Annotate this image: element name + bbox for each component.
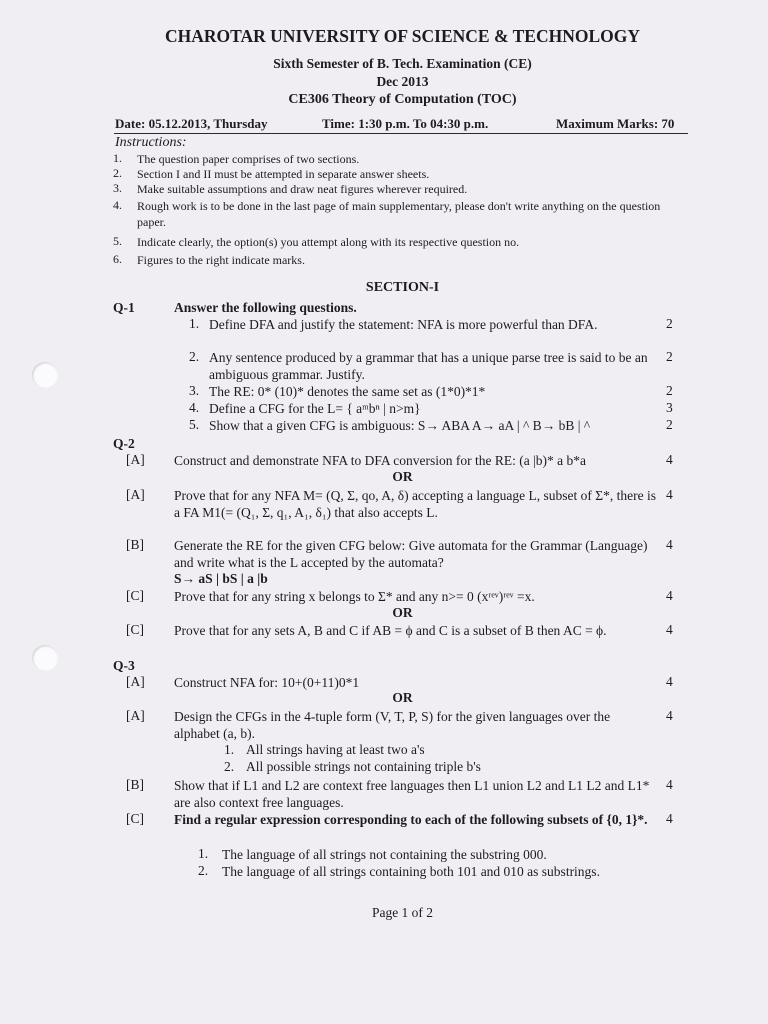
item-number: 5.	[189, 417, 200, 432]
marks-value: 2	[666, 417, 673, 432]
instruction-number: 5.	[113, 234, 122, 248]
exam-session: Dec 2013	[376, 74, 429, 89]
question-heading: Answer the following questions.	[174, 300, 357, 315]
sub-item: The language of all strings not containing the substring 000.	[222, 847, 547, 862]
instruction-text: Rough work is to be done in the last page of main supplementary, please don't write anything on the question paper.	[137, 199, 661, 229]
item-number: 3.	[189, 383, 200, 398]
subpart-label: [B]	[126, 537, 144, 552]
marks-value: 4	[666, 674, 673, 689]
section-title: SECTION-I	[365, 280, 440, 295]
question-item: Construct NFA for: 10+(0+11)0*1	[174, 675, 360, 690]
instruction-text: Figures to the right indicate marks.	[137, 253, 305, 267]
marks-value: 2	[666, 349, 673, 364]
header-divider	[114, 133, 688, 134]
instruction-text: Indicate clearly, the option(s) you attempt along with its respective question no.	[137, 235, 520, 249]
question-item: Construct and demonstrate NFA to DFA conversion for the RE: (a |b)* a b*a	[174, 453, 587, 468]
marks-value: 3	[666, 400, 673, 415]
or-separator: OR	[392, 605, 413, 620]
subpart-label: [C]	[126, 622, 144, 637]
subpart-label: [A]	[126, 708, 145, 723]
question-item: The RE: 0* (10)* denotes the same set as (1*0)*1*	[209, 384, 486, 399]
subpart-label: [C]	[126, 811, 144, 826]
marks-value: 4	[666, 708, 673, 723]
max-marks: Maximum Marks: 70	[556, 116, 675, 131]
marks-value: 4	[666, 622, 673, 637]
question-item: Define DFA and justify the statement: NFA is more powerful than DFA.	[209, 317, 598, 332]
subpart-label: [A]	[126, 674, 145, 689]
marks-value: 2	[666, 383, 673, 398]
question-item: Show that if L1 and L2 are context free languages then L1 union L2 and L1 L2 and L1* are also context free languages.	[174, 778, 650, 810]
question-item: Prove that for any NFA M= (Q, Σ, qo, A, δ) accepting a language L, subset of Σ*, there is a FA M1(= (Q₁, Σ, q₁, A₁, δ₁) that also accepts L.	[174, 488, 656, 520]
marks-value: 4	[666, 811, 673, 826]
grammar-rule: S→ aS | bS | a |b	[174, 571, 268, 586]
question-item: Prove that for any string x belongs to Σ* and any n>= 0 (xʳᵉᵛ)ʳᵉᵛ =x.	[174, 589, 535, 604]
sub-item: The language of all strings containing both 101 and 010 as substrings.	[222, 864, 600, 879]
marks-value: 4	[666, 588, 673, 603]
instruction-number: 3.	[113, 181, 122, 195]
question-item: Find a regular expression corresponding to each of the following subsets of {0, 1}*.	[174, 812, 648, 827]
marks-value: 4	[666, 487, 673, 502]
instruction-text: Make suitable assumptions and draw neat figures wherever required.	[137, 182, 468, 196]
punch-hole-top	[32, 362, 58, 388]
subpart-label: [A]	[126, 452, 145, 467]
question-item: Prove that for any sets A, B and C if AB = ϕ and C is a subset of B then AC = ϕ.	[174, 623, 607, 638]
question-label: Q-3	[113, 658, 135, 673]
question-item: Show that a given CFG is ambiguous: S→ ABA A→ aA | ^ B→ bB | ^	[209, 418, 591, 433]
instruction-text: Section I and II must be attempted in separate answer sheets.	[137, 167, 430, 181]
page-number: Page 1 of 2	[371, 905, 434, 920]
item-number: 2.	[224, 759, 235, 774]
punch-hole-bottom	[32, 645, 58, 671]
marks-value: 4	[666, 777, 673, 792]
exam-date: Date: 05.12.2013, Thursday	[115, 116, 268, 131]
item-number: 2.	[189, 349, 200, 364]
subpart-label: [B]	[126, 777, 144, 792]
instruction-number: 2.	[113, 166, 122, 180]
university-title: CHAROTAR UNIVERSITY OF SCIENCE & TECHNOLOGY	[165, 26, 640, 46]
question-item: Define a CFG for the L= { aᵐbⁿ | n>m}	[209, 401, 421, 416]
sub-item: All strings having at least two a's	[246, 742, 425, 757]
course-title: CE306 Theory of Computation (TOC)	[288, 92, 517, 107]
subpart-label: [A]	[126, 487, 145, 502]
instructions-heading: Instructions:	[115, 135, 187, 150]
or-separator: OR	[392, 690, 413, 705]
sub-item: All possible strings not containing triple b's	[246, 759, 481, 774]
marks-value: 4	[666, 452, 673, 467]
question-label: Q-2	[113, 436, 135, 451]
exam-title: Sixth Semester of B. Tech. Examination (CE)	[273, 56, 532, 71]
instruction-number: 4.	[113, 198, 122, 212]
question-item: Generate the RE for the given CFG below: Give automata for the Grammar (Language) and write what is the L accepted by the automata?	[174, 538, 648, 570]
marks-value: 4	[666, 537, 673, 552]
exam-time: Time: 1:30 p.m. To 04:30 p.m.	[322, 116, 489, 131]
question-item: Any sentence produced by a grammar that has a unique parse tree is said to be an ambiguous grammar. Justify.	[209, 350, 648, 382]
item-number: 4.	[189, 400, 200, 415]
instruction-text: The question paper comprises of two sections.	[137, 152, 360, 166]
item-number: 1.	[198, 846, 209, 861]
question-item: Design the CFGs in the 4-tuple form (V, T, P, S) for the given languages over the alphabet (a, b).	[174, 709, 611, 741]
or-separator: OR	[392, 469, 413, 484]
subpart-label: [C]	[126, 588, 144, 603]
question-label: Q-1	[113, 300, 135, 315]
instruction-number: 1.	[113, 151, 122, 165]
item-number: 2.	[198, 863, 209, 878]
instruction-number: 6.	[113, 252, 122, 266]
item-number: 1.	[189, 316, 200, 331]
marks-value: 2	[666, 316, 673, 331]
item-number: 1.	[224, 742, 235, 757]
